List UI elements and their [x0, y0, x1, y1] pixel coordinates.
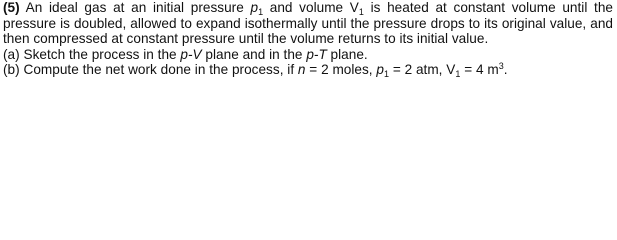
pressure-subscript: 1 [258, 7, 264, 17]
volume-subscript: 1 [358, 7, 364, 17]
part-a-text-2: plane and in the [201, 46, 307, 62]
moles-symbol: n [297, 62, 306, 78]
pv-plane-label: p-V [180, 46, 202, 62]
part-a-text-1: Sketch the process in the [19, 46, 181, 62]
pressure-subscript: 1 [384, 69, 390, 80]
part-b [3, 62, 613, 78]
part-b-label: (b) [3, 62, 20, 78]
intro-text-2: and volume V [263, 0, 359, 15]
problem-intro [3, 0, 613, 47]
pressure-symbol: p [376, 62, 384, 78]
intro-text-3: is heated at constant volume until the pressure is doubled, allowed to expand isothermally until the pressure drops to its original value, and then compressed at constant pressure until the volume returns to its initial value. [3, 0, 613, 47]
part-b-text-1: Compute the net work done in the process, if [19, 62, 298, 78]
volume-subscript: 1 [455, 69, 461, 80]
part-a-text-3: plane. [326, 46, 368, 62]
part-b-text-3: = 2 atm, V [389, 62, 456, 78]
cubic-superscript: 3 [498, 61, 504, 72]
pt-plane-label: p-T [306, 46, 327, 62]
pressure-symbol: p [250, 0, 259, 15]
intro-text-1: An ideal gas at an initial pressure [25, 0, 251, 15]
part-a-label: (a) [3, 46, 20, 62]
problem-number: (5) [3, 0, 20, 15]
part-a [3, 47, 613, 63]
problem-parts [3, 47, 613, 78]
part-b-text-5: . [503, 62, 508, 78]
part-b-text-4: = 4 m [460, 62, 499, 78]
part-b-text-2: = 2 moles, [305, 62, 377, 78]
problem-statement [0, 0, 617, 112]
